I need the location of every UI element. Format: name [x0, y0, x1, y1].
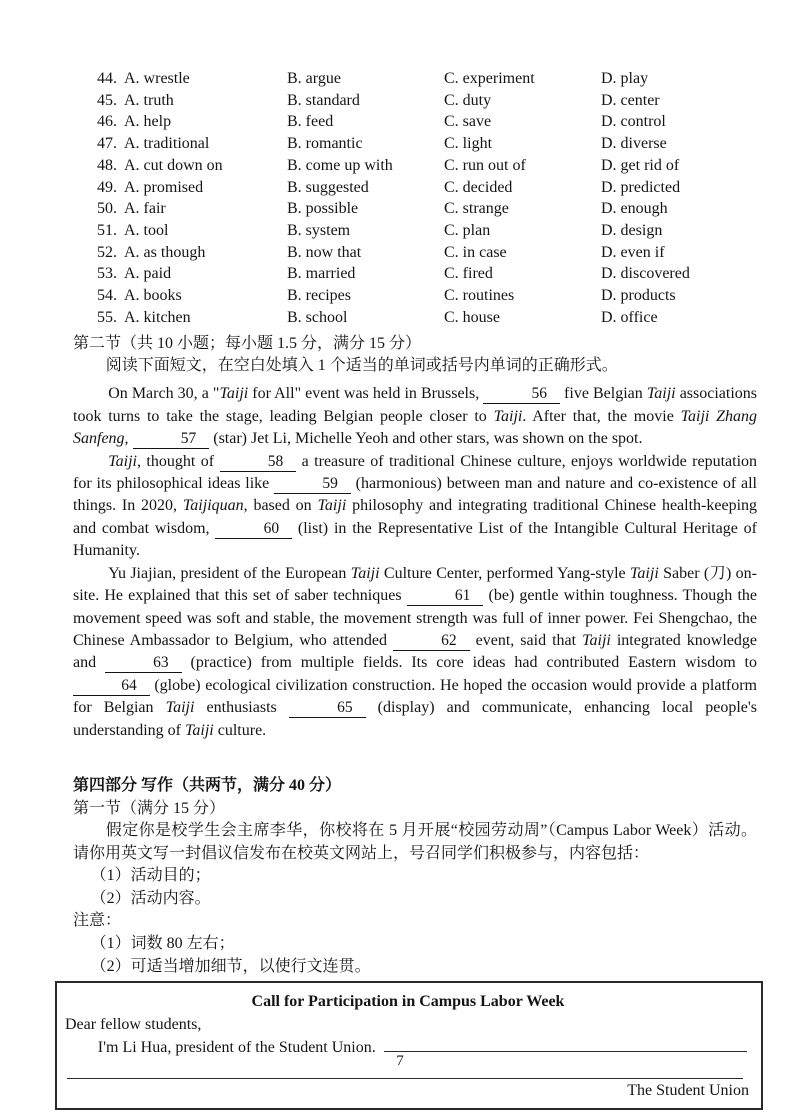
option-row — [97, 111, 757, 133]
option-row — [97, 177, 757, 199]
question-number: 52. — [97, 243, 117, 261]
option-d: D. design — [601, 221, 663, 239]
fill-blank-59: 59 — [274, 475, 351, 494]
question-number: 55. — [97, 308, 117, 326]
fill-blank-57: 57 — [133, 430, 210, 449]
option-row — [97, 242, 757, 264]
question-number: 54. — [97, 287, 117, 305]
question-number: 46. — [97, 113, 117, 131]
option-row — [97, 133, 757, 155]
option-c: C. plan — [444, 221, 491, 239]
option-d: D. get rid of — [601, 156, 680, 174]
option-row — [97, 198, 757, 220]
question-number: 53. — [97, 265, 117, 283]
option-row — [97, 90, 757, 112]
question-number: 47. — [97, 135, 117, 153]
option-b: B. system — [287, 221, 351, 239]
option-d: D. diverse — [601, 135, 667, 153]
option-a: 44. A. wrestle — [97, 68, 287, 90]
option-a: 49. A. promised — [97, 177, 287, 199]
option-a: 53. A. paid — [97, 263, 287, 285]
question-number: 51. — [97, 221, 117, 239]
letter-title: Call for Participation in Campus Labor Week — [251, 993, 565, 1011]
option-a: 47. A. traditional — [97, 133, 287, 155]
option-row — [97, 263, 757, 285]
note-item-1: （1）词数 80 左右； — [90, 934, 235, 952]
notes-label: 注意： — [73, 912, 122, 930]
option-b: B. come up with — [287, 156, 393, 174]
section2-heading: 第二节（共 10 小题；每小题 1.5 分，满分 15 分） — [73, 335, 422, 353]
option-b: B. standard — [287, 91, 360, 109]
writing-prompt: 假定你是校学生会主席李华，你校将在 5 月开展“校园劳动周”（Campus Labor Week）活动。请你用英文写一封倡议信发布在校英文网站上，号召同学们积极参与，内容包括： — [73, 821, 757, 862]
option-b: B. recipes — [287, 287, 351, 305]
section2-instruction: 阅读下面短文，在空白处填入 1 个适当的单词或括号内单词的正确形式。 — [105, 357, 618, 375]
letter-opening: I'm Li Hua, president of the Student Union. — [97, 1039, 376, 1057]
letter-salutation: Dear fellow students, — [65, 1016, 202, 1034]
option-c: C. house — [444, 308, 500, 326]
question-number: 44. — [97, 70, 117, 87]
fill-blank-60: 60 — [215, 520, 292, 539]
option-c: C. routines — [444, 287, 515, 305]
cloze-options-table — [97, 68, 757, 328]
option-d: D. even if — [601, 243, 665, 261]
option-c: C. in case — [444, 243, 507, 261]
option-a: 54. A. books — [97, 285, 287, 307]
note-item-2: （2）可适当增加细节，以使行文连贯。 — [90, 957, 371, 975]
fill-blank-61: 61 — [407, 587, 484, 606]
option-c: C. experiment — [444, 70, 535, 87]
option-c: C. light — [444, 135, 493, 153]
option-b: B. romantic — [287, 135, 363, 153]
option-row — [97, 285, 757, 307]
option-b: B. school — [287, 308, 348, 326]
option-d: D. play — [601, 70, 649, 87]
option-a: 55. A. kitchen — [97, 307, 287, 329]
section4-heading: 第四部分 写作（共两节，满分 40 分） — [73, 776, 342, 794]
letter-answer-box — [55, 981, 763, 1110]
option-d: D. discovered — [601, 265, 690, 283]
option-d: D. enough — [601, 200, 668, 218]
letter-signature: The Student Union — [627, 1082, 749, 1100]
fill-blank-62: 62 — [393, 632, 470, 651]
cloze-paragraph-2: Taiji, thought of 58 a treasure of traditional Chinese culture, enjoys worldwide reputation for its philosophical ideas like 59 (harmonious) between man and nature and co-existence of all things. In 2020, Taijiquan, based on Taiji philosophy and integrating traditional Chinese health-keeping and combat wisdom, 60 (list) in the Representative List of the Intangible Cultural Heritage of Humanity. — [73, 452, 758, 560]
option-a: 46. A. help — [97, 111, 287, 133]
option-row — [97, 68, 757, 90]
option-b: B. now that — [287, 243, 362, 261]
option-c: C. fired — [444, 265, 493, 283]
option-a: 45. A. truth — [97, 90, 287, 112]
option-d: D. predicted — [601, 178, 681, 196]
option-c: C. strange — [444, 200, 509, 218]
question-number: 48. — [97, 156, 117, 174]
question-number: 45. — [97, 91, 117, 109]
fill-blank-65: 65 — [289, 699, 366, 718]
question-number: 50. — [97, 200, 117, 218]
fill-blank-63: 63 — [105, 654, 182, 673]
prompt-item-1: （1）活动目的； — [90, 867, 211, 885]
option-b: B. suggested — [287, 178, 369, 196]
option-a: 52. A. as though — [97, 242, 287, 264]
section4-subheading: 第一节（满分 15 分） — [73, 799, 226, 817]
option-d: D. control — [601, 113, 666, 131]
option-b: B. married — [287, 265, 356, 283]
prompt-item-2: （2）活动内容。 — [90, 889, 211, 907]
option-d: D. office — [601, 308, 658, 326]
option-d: D. products — [601, 287, 676, 305]
option-b: B. possible — [287, 200, 359, 218]
cloze-paragraph-3: Yu Jiajian, president of the European Taiji Culture Center, performed Yang-style Taiji Saber (刀) on-site. He explained that this set of saber techniques 61 (be) gentle within toughness. Though the movement speed was soft and stable, the movement strength was full of inner power. Fei Shengchao, the Chinese Ambassador to Belgium, who attended 62 event, said that Taiji integrated knowledge and 63 (practice) from multiple fields. Its core ideas had contributed Eastern wisdom to 64 (globe) ecological civilization construction. He hoped the occasion would provide a platform for Belgian Taiji enthusiasts 65 (display) and communicate, enhancing local people's understanding of Taiji culture. — [73, 564, 758, 739]
page-number: 7 — [396, 1053, 404, 1069]
fill-blank-56: 56 — [483, 385, 560, 404]
option-row — [97, 220, 757, 242]
option-c: C. save — [444, 113, 492, 131]
option-c: C. run out of — [444, 156, 526, 174]
option-row — [97, 155, 757, 177]
question-number: 49. — [97, 178, 117, 196]
option-b: B. feed — [287, 113, 334, 131]
fill-blank-64: 64 — [73, 677, 150, 696]
option-row — [97, 307, 757, 329]
fill-blank-58: 58 — [220, 453, 297, 472]
answer-writing-line — [384, 1051, 747, 1052]
cloze-paragraph-1: On March 30, a "Taiji for All" event was held in Brussels, 56 five Belgian Taiji associations took turns to take the stage, leading Belgian people closer to Taiji. After that, the movie Taiji Zhang Sanfeng, 57 (star) Jet Li, Michelle Yeoh and other stars, was shown on the spot. — [73, 385, 758, 448]
option-c: C. duty — [444, 91, 492, 109]
option-c: C. decided — [444, 178, 513, 196]
option-b: B. argue — [287, 70, 341, 87]
option-a: 51. A. tool — [97, 220, 287, 242]
option-a: 50. A. fair — [97, 198, 287, 220]
option-d: D. center — [601, 91, 660, 109]
option-a: 48. A. cut down on — [97, 155, 287, 177]
